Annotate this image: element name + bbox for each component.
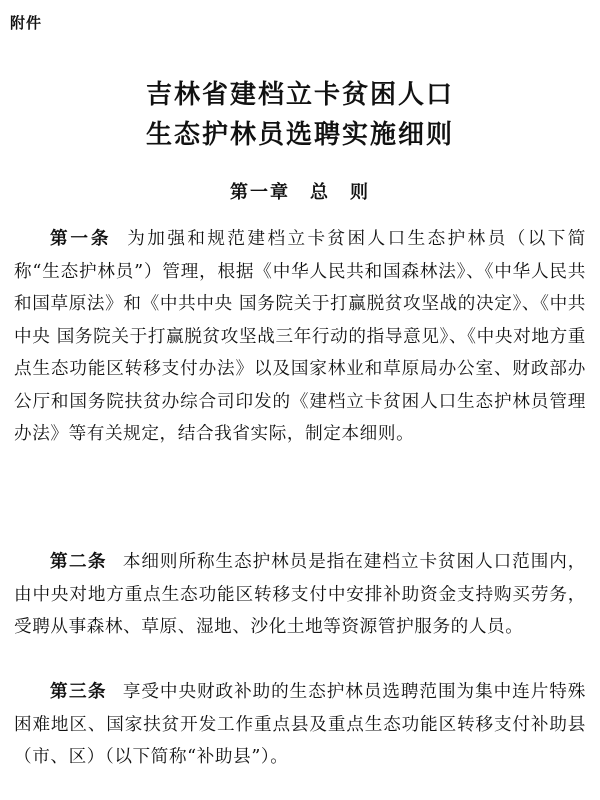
- article-1-text: 为加强和规范建档立卡贫困人口生态护林员（以下简称“生态护林员”）管理，根据《中华人民共和国森林法》、《中华人民共和国草原法》和《中共中央 国务院关于打赢脱贫攻坚战的决定》、《中共中央 国务院关于打赢脱贫攻坚战三年行动的指导意见》、《中央对地方重点生态功能区转移支付办法》以及国家林业和草原局办公室、财政部办公厅和国务院扶贫办综合司印发的《建档立卡贫困人口生态护林员管理办法》等有关规定，结合我省实际，制定本细则。: [14, 229, 586, 444]
- article-3: [14, 676, 586, 774]
- article-2: [14, 546, 586, 644]
- document-title-line-1: 吉林省建档立卡贫困人口: [145, 80, 454, 110]
- article-2-heading: 第二条: [50, 552, 107, 572]
- article-3-text: 享受中央财政补助的生态护林员选聘范围为集中连片特殊困难地区、国家扶贫开发工作重点县及重点生态功能区转移支付补助县（市、区）（以下简称“补助县”）。: [14, 682, 586, 767]
- article-3-heading: 第三条: [50, 682, 107, 702]
- chapter-heading: 第一章 总 则: [230, 182, 370, 203]
- attachment-label: 附件: [10, 14, 43, 32]
- article-1: [14, 223, 586, 451]
- document-title-line-2: 生态护林员选聘实施细则: [145, 120, 454, 150]
- article-2-text: 本细则所称生态护林员是指在建档立卡贫困人口范围内，由中央对地方重点生态功能区转移支付中安排补助资金支持购买劳务，受聘从事森林、草原、湿地、沙化土地等资源管护服务的人员。: [14, 552, 586, 637]
- article-1-heading: 第一条: [50, 229, 112, 249]
